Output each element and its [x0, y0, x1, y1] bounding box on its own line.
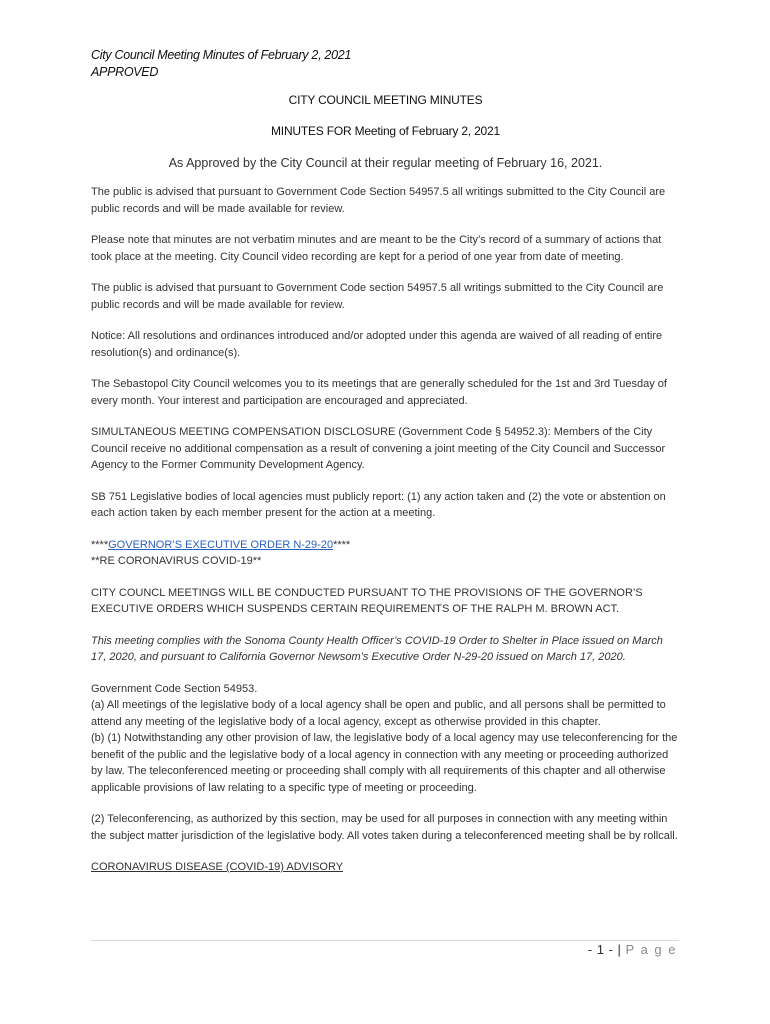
meetings-provisions: CITY COUNCL MEETINGS WILL BE CONDUCTED PURSUANT TO THE PROVISIONS OF THE GOVERNOR’S EXECUTIVE ORDERS WHICH SUSPENDS CERTAIN REQUIREMENTS OF THE RALPH M. BROWN ACT. — [91, 586, 643, 615]
sb751-paragraph: SB 751 Legislative bodies of local agencies must publicly report: (1) any action taken and (2) the vote or abstention on each action taken by each member present for the action at a meeting. — [91, 490, 666, 519]
document-title: CITY COUNCIL MEETING MINUTES — [288, 93, 483, 107]
gov-code-section-b: (b) (1) Notwithstanding any other provision of law, the legislative body of a local agency may use teleconferencing for the benefit of the public and the legislative body of a local agency in connection with any meeting or proceeding authorized by law. The teleconferenced meeting or proceeding shall comply with all requirements of this chapter and all otherwise applicable provisions of law relating to a specific type of meeting or proceeding. — [91, 732, 678, 794]
executive-order-link[interactable]: GOVERNOR’S EXECUTIVE ORDER N-29-20 — [108, 538, 334, 551]
minutes-note: Please note that minutes are not verbatim minutes and are meant to be the City’s record of a summary of actions that took place at the meeting. City Council video recording are kept for a period of one year from date of meeting. — [91, 234, 662, 263]
executive-order-line — [91, 537, 680, 554]
gov-code-heading: Government Code Section 54953. — [91, 682, 258, 695]
public-records-notice: The public is advised that pursuant to Government Code Section 54957.5 all writings submitted to the City Council are public records and will be made available for review. — [91, 186, 666, 215]
covid-advisory-heading: CORONAVIRUS DISEASE (COVID-19) ADVISORY — [91, 861, 344, 873]
page-number: - 1 - | — [587, 942, 622, 957]
running-header — [91, 47, 680, 81]
health-order-compliance: This meeting complies with the Sonoma County Health Officer’s COVID-19 Order to Shelter in Place issued on March 17, 2020, and pursuant to California Governor Newsom’s Executive Order N-29-20 issued on March 17, 2020. — [91, 634, 663, 663]
public-records-notice-2: The public is advised that pursuant to Government Code section 54957.5 all writings submitted to the City Council are public records and will be made available for review. — [91, 282, 664, 311]
page-label: P a g e — [625, 942, 677, 957]
compensation-disclosure: SIMULTANEOUS MEETING COMPENSATION DISCLOSURE (Government Code § 54952.3): Members of the City Council receive no additional compensation as a result of convening a joint meeting of the City Council and Successor Agency to the Former Community Development Agency. — [91, 426, 666, 471]
welcome-paragraph: The Sebastopol City Council welcomes you to its meetings that are generally scheduled for the 1st and 3rd Tuesday of every month. Your interest and participation are encouraged and appreciated. — [91, 378, 667, 407]
resolutions-notice: Notice: All resolutions and ordinances introduced and/or adopted under this agenda are waived of all reading of entire resolution(s) and ordinance(s). — [91, 330, 663, 359]
order-suffix: **** — [333, 538, 351, 551]
approval-statement: As Approved by the City Council at their regular meeting of February 16, 2021. — [168, 156, 603, 170]
order-prefix: **** — [91, 538, 109, 551]
covid-line: **RE CORONAVIRUS COVID-19** — [91, 555, 262, 567]
footer-divider — [91, 940, 679, 941]
page-footer — [588, 942, 677, 957]
gov-code-section-a: (a) All meetings of the legislative body of a local agency shall be open and public, and all persons shall be permitted to attend any meeting of the legislative body of a local agency, except as otherwise provided in this chapter. — [91, 699, 666, 728]
teleconferencing-paragraph: (2) Teleconferencing, as authorized by this section, may be used for all purposes in connection with any meeting within the subject matter jurisdiction of the legislative body. All votes taken during a teleconferenced meeting shall be by rollcall. — [91, 813, 678, 842]
document-subtitle: MINUTES FOR Meeting of February 2, 2021 — [271, 124, 500, 138]
header-status: APPROVED — [91, 65, 159, 79]
header-title: City Council Meeting Minutes of February 2, 2021 — [91, 48, 352, 62]
